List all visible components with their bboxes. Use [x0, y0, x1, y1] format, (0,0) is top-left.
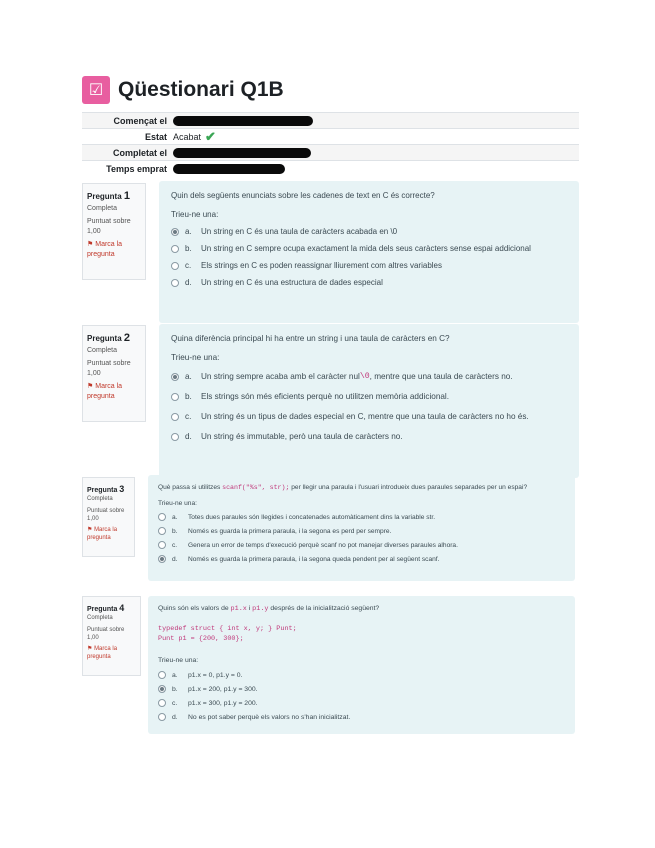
page-title: Qüestionari Q1B: [118, 78, 284, 101]
question-text: Quins són els valors de p1.x i p1.y després de la inicialització següent?: [158, 605, 380, 613]
choose-prompt: Trieu-ne una:: [158, 500, 197, 507]
summary-row-completed: [82, 144, 579, 160]
flag-icon: ⚑: [87, 526, 93, 533]
answer-option[interactable]: d. No es pot saber perquè els valors no s'han inicialitzat.: [158, 713, 565, 721]
question-score: Puntuat sobre 1,00: [87, 626, 125, 641]
radio-button[interactable]: [171, 262, 179, 270]
summary-label: Temps emprat: [106, 163, 167, 174]
question-score: Puntuat sobre 1,00: [87, 360, 131, 377]
answer-option[interactable]: d. Un string en C és una estructura de dades especial: [171, 278, 567, 287]
question-box-1: [159, 181, 579, 323]
check-icon: ✔: [205, 128, 216, 144]
radio-button[interactable]: [158, 713, 166, 721]
question-number: Pregunta 4: [87, 603, 125, 613]
question-text: Quin dels següents enunciats sobre les cadenes de text en C és correcte?: [171, 191, 435, 200]
flag-question-link[interactable]: ⚑ Marca la pregunta: [87, 645, 118, 660]
summary-label: Estat: [144, 131, 167, 142]
redacted-value: [173, 148, 311, 158]
answer-option[interactable]: a. Un string en C és una taula de caràcters acabada en \0: [171, 227, 567, 236]
question-text: Què passa si utilitzes scanf("%s", str); per llegir una paraula i l'usuari introdueix dues paraules separades per un espai?: [158, 484, 528, 491]
answer-option[interactable]: b. p1.x = 200, p1.y = 300.: [158, 685, 565, 693]
radio-button[interactable]: [158, 527, 166, 535]
answer-option[interactable]: b. Els strings són més eficients perquè no utilitzen memòria addicional.: [171, 392, 567, 401]
flag-question-link[interactable]: ⚑ Marca la pregunta: [87, 241, 123, 258]
answer-option[interactable]: c. Els strings en C es poden reassignar lliurement com altres variables: [171, 261, 567, 270]
question-box-2: [159, 324, 579, 478]
answer-option[interactable]: c. Genera un error de temps d'execució perquè scanf no pot manejar diverses paraules alhora.: [158, 541, 565, 549]
flag-icon: ⚑: [87, 645, 93, 652]
redacted-value: [173, 116, 313, 126]
radio-button[interactable]: [171, 228, 179, 236]
radio-button[interactable]: [158, 513, 166, 521]
question-info-4: [82, 596, 141, 676]
radio-button[interactable]: [171, 279, 179, 287]
answer-option[interactable]: b. Només es guarda la primera paraula, i la segona es perd per sempre.: [158, 527, 565, 535]
radio-button[interactable]: [158, 685, 166, 693]
choose-prompt: Trieu-ne una:: [171, 353, 220, 362]
radio-button[interactable]: [158, 671, 166, 679]
choose-prompt: Trieu-ne una:: [171, 210, 219, 219]
answer-option[interactable]: c. Un string és un tipus de dades especial en C, mentre que una taula de caràcters no ho és.: [171, 412, 567, 421]
summary-label: Completat el: [112, 147, 167, 158]
question-info-2: [82, 325, 146, 422]
page-header: [82, 76, 284, 104]
question-number: Pregunta 3: [87, 484, 125, 494]
flag-question-link[interactable]: ⚑ Marca la pregunta: [87, 383, 123, 400]
flag-icon: ⚑: [87, 241, 94, 249]
radio-button[interactable]: [171, 393, 179, 401]
question-box-4: [148, 596, 575, 734]
question-number: Pregunta 2: [87, 332, 131, 344]
choose-prompt: Trieu-ne una:: [158, 657, 199, 664]
question-info-1: [82, 183, 146, 280]
question-status: Completa: [87, 204, 117, 212]
radio-button[interactable]: [171, 433, 179, 441]
question-score: Puntuat sobre 1,00: [87, 507, 125, 522]
answer-option[interactable]: d. Només es guarda la primera paraula, i la segona queda pendent per al següent scanf.: [158, 555, 565, 563]
summary-row-time: [82, 160, 579, 176]
question-text: Quina diferència principal hi ha entre un string i una taula de caràcters en C?: [171, 334, 450, 343]
flag-question-link[interactable]: ⚑ Marca la pregunta: [87, 526, 118, 541]
answer-option[interactable]: d. Un string és immutable, però una taula de caràcters no.: [171, 432, 567, 441]
radio-button[interactable]: [171, 413, 179, 421]
code-line: Punt p1 = {200, 300};: [158, 635, 244, 643]
question-status: Completa: [87, 346, 117, 354]
radio-button[interactable]: [158, 541, 166, 549]
radio-button[interactable]: [171, 245, 179, 253]
answer-option[interactable]: a. Un string sempre acaba amb el caràcter nul \0 , mentre que una taula de caràcters no.: [171, 372, 567, 381]
question-number: Pregunta 1: [87, 190, 131, 202]
radio-button[interactable]: [171, 373, 179, 381]
code-line: typedef struct { int x, y; } Punt;: [158, 625, 297, 633]
summary-label: Començat el: [113, 115, 167, 126]
summary-row-started: [82, 112, 579, 128]
question-status: Completa: [87, 496, 113, 503]
attempt-summary: [82, 112, 579, 176]
radio-button[interactable]: [158, 555, 166, 563]
question-score: Puntuat sobre 1,00: [87, 218, 131, 235]
question-status: Completa: [87, 615, 113, 622]
summary-row-state: [82, 128, 579, 144]
answer-option[interactable]: b. Un string en C sempre ocupa exactament la mida dels seus caràcters sense espai addicional: [171, 244, 567, 253]
radio-button[interactable]: [158, 699, 166, 707]
answer-option[interactable]: c. p1.x = 300, p1.y = 200.: [158, 699, 565, 707]
answer-option[interactable]: a. p1.x = 0, p1.y = 0.: [158, 671, 565, 679]
question-box-3: [148, 475, 575, 581]
answer-option[interactable]: a. Totes dues paraules són llegides i concatenades automàticament dins la variable str.: [158, 513, 565, 521]
question-info-3: [82, 477, 135, 557]
quiz-icon: ☑: [82, 76, 110, 104]
redacted-value: [173, 164, 285, 174]
state-value: Acabat: [173, 131, 202, 142]
flag-icon: ⚑: [87, 383, 94, 391]
